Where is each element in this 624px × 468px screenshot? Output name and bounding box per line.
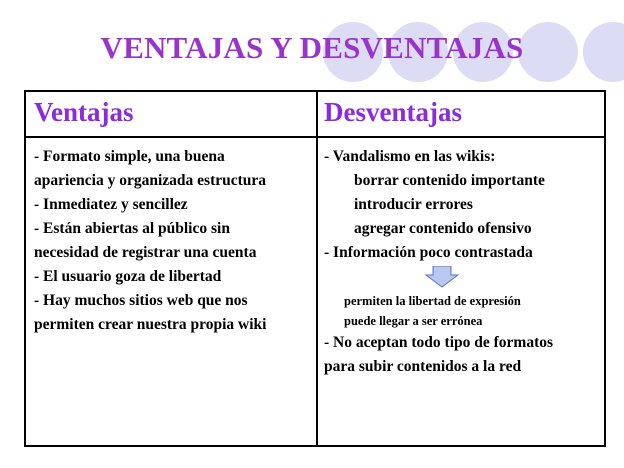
consequence-line: permiten la libertad de expresión bbox=[344, 294, 521, 308]
down-arrow-icon bbox=[424, 266, 460, 288]
ventajas-line: - Inmediatez y sencillez bbox=[34, 196, 188, 213]
ventajas-line: - Están abiertas al público sin bbox=[34, 220, 230, 237]
formatos-line: - No aceptan todo tipo de formatos bbox=[324, 334, 554, 351]
slide-title: VENTAJAS Y DESVENTAJAS bbox=[100, 30, 524, 65]
desventajas-header: Desventajas bbox=[316, 92, 604, 138]
vandalismo-subitem: borrar contenido importante bbox=[354, 172, 545, 189]
desventajas-body bbox=[316, 140, 604, 445]
vandalismo-subitem: agregar contenido ofensivo bbox=[354, 220, 532, 237]
ventajas-line: - Hay muchos sitios web que nos bbox=[34, 292, 248, 309]
formatos-line: para subir contenidos a la red bbox=[324, 358, 522, 375]
vandalismo-item: - Vandalismo en las wikis: bbox=[324, 148, 496, 165]
ventajas-header: Ventajas bbox=[26, 92, 316, 138]
desventajas-column bbox=[316, 92, 604, 445]
ventajas-column bbox=[26, 92, 318, 445]
ventajas-line: necesidad de registrar una cuenta bbox=[34, 244, 257, 261]
consequence-line: puede llegar a ser errónea bbox=[344, 314, 483, 328]
ventajas-line: permiten crear nuestra propia wiki bbox=[34, 316, 267, 333]
informacion-item: - Información poco contrastada bbox=[324, 244, 533, 261]
ventajas-line: apariencia y organizada estructura bbox=[34, 172, 267, 189]
vandalismo-subitem: introducir errores bbox=[354, 196, 473, 213]
ventajas-line: - El usuario goza de libertad bbox=[34, 268, 222, 285]
comparison-table bbox=[24, 90, 606, 447]
ventajas-line: - Formato simple, una buena bbox=[34, 148, 225, 165]
ventajas-body bbox=[26, 140, 316, 445]
